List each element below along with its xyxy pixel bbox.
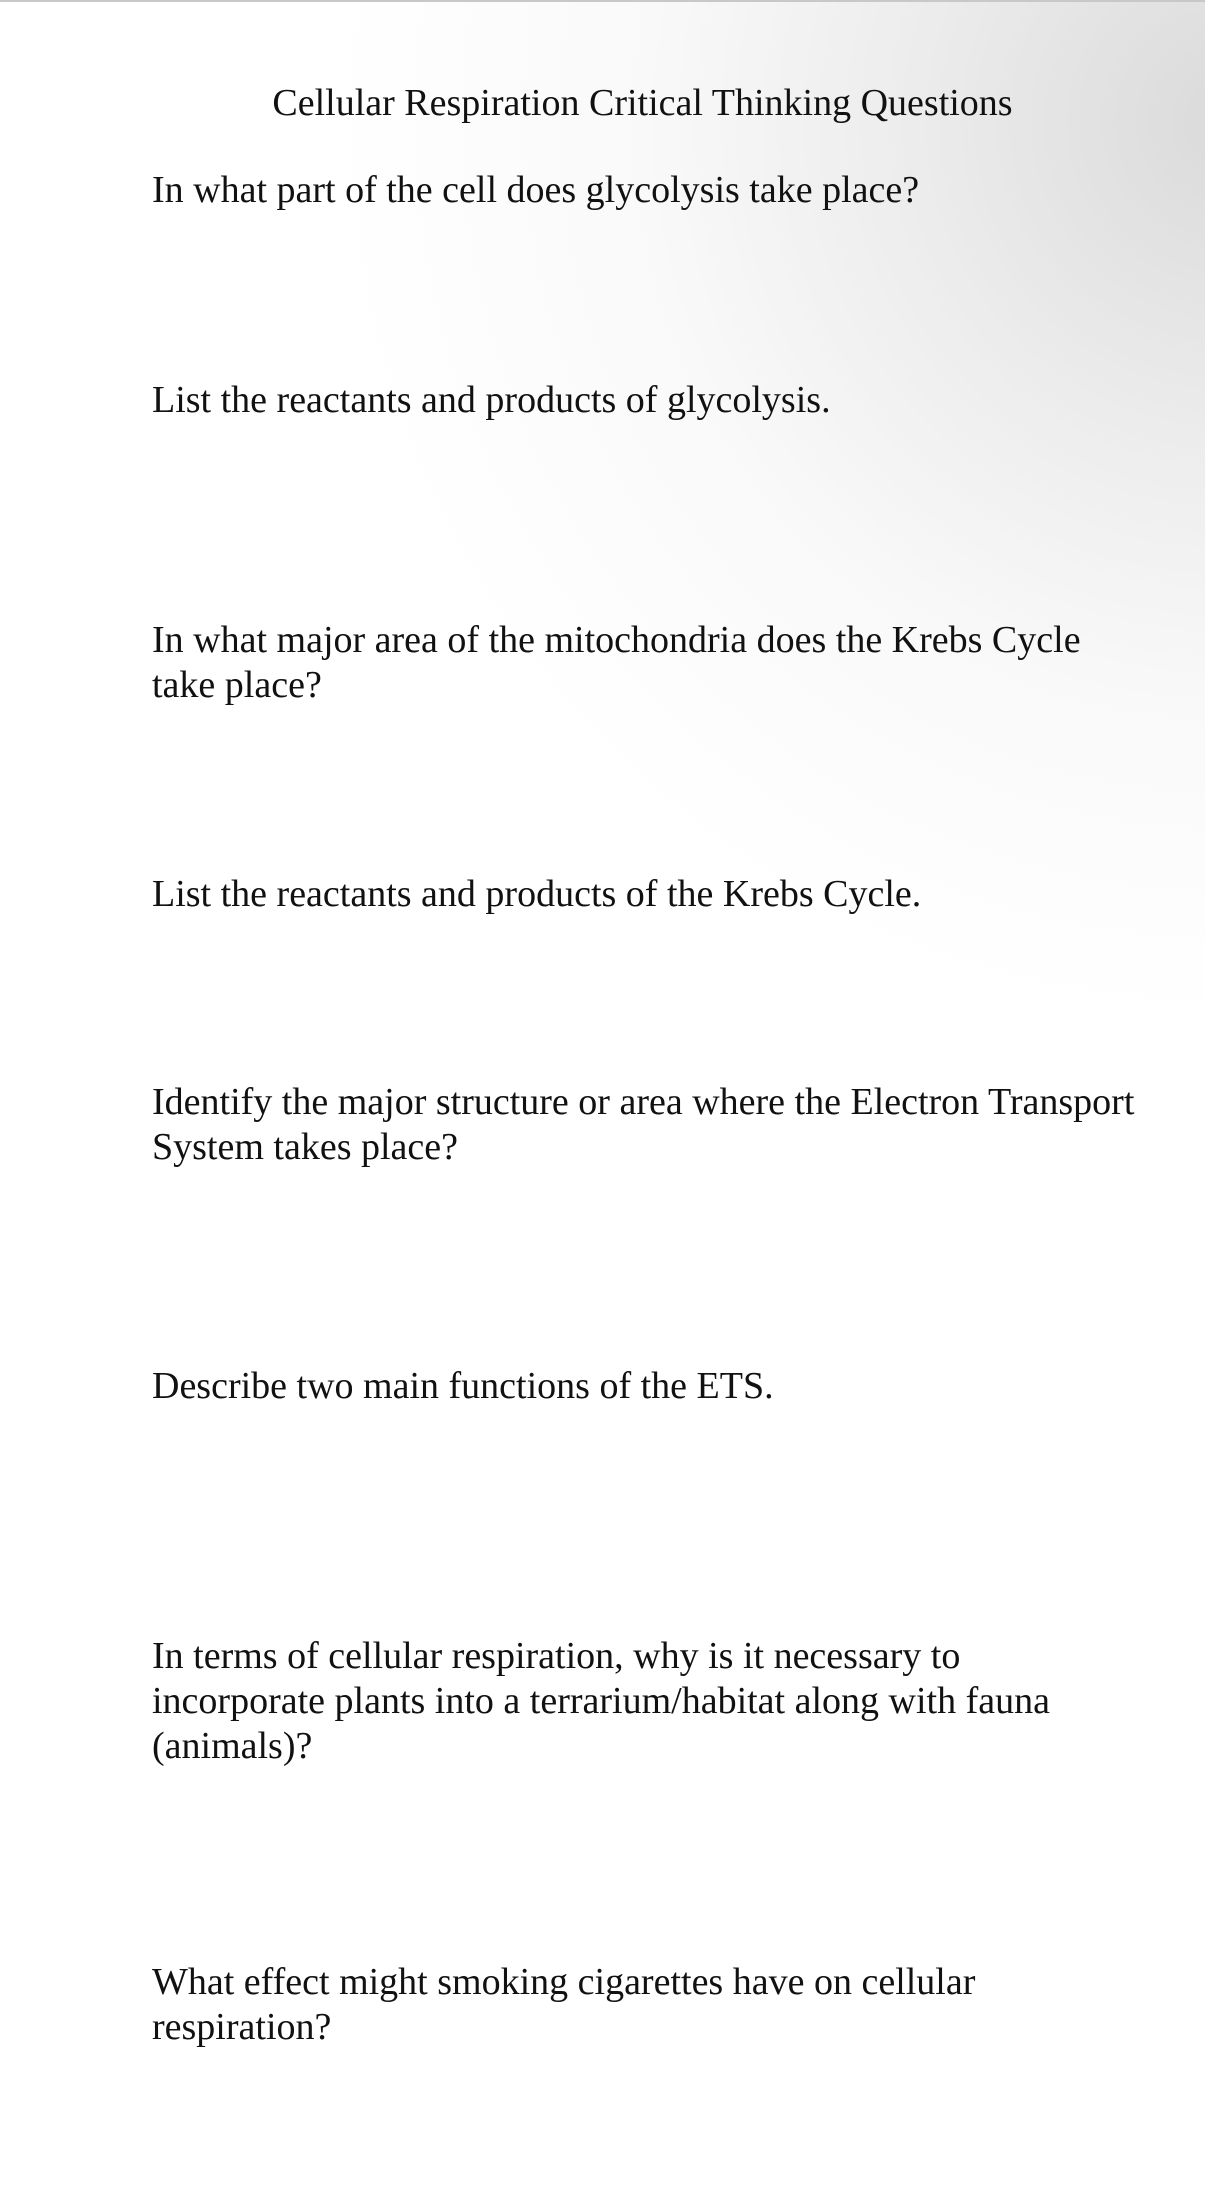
question-7 xyxy=(152,1634,1152,1769)
question-line: In terms of cellular respiration, why is it necessary to xyxy=(152,1635,961,1677)
question-line: System takes place? xyxy=(152,1126,459,1168)
question-line: In what part of the cell does glycolysis take place? xyxy=(152,169,920,211)
question-line: List the reactants and products of glycolysis. xyxy=(152,379,831,421)
question-1 xyxy=(152,168,1152,213)
question-line: Describe two main functions of the ETS. xyxy=(152,1365,774,1407)
question-line: take place? xyxy=(152,664,322,706)
question-line: Identify the major structure or area where the Electron Transport xyxy=(152,1081,1135,1123)
question-line: incorporate plants into a terrarium/habitat along with fauna xyxy=(152,1680,1050,1722)
worksheet-title: Cellular Respiration Critical Thinking Questions xyxy=(272,82,1013,124)
question-line: In what major area of the mitochondria does the Krebs Cycle xyxy=(152,619,1081,661)
question-5 xyxy=(152,1080,1152,1170)
question-8 xyxy=(152,1960,1152,2050)
question-line: What effect might smoking cigarettes have on cellular xyxy=(152,1961,976,2003)
question-2 xyxy=(152,378,1152,423)
question-6 xyxy=(152,1364,1152,1409)
question-line: (animals)? xyxy=(152,1725,313,1767)
question-line: respiration? xyxy=(152,2006,332,2048)
question-3 xyxy=(152,618,1152,708)
question-line: List the reactants and products of the Krebs Cycle. xyxy=(152,873,922,915)
question-4 xyxy=(152,872,1152,917)
